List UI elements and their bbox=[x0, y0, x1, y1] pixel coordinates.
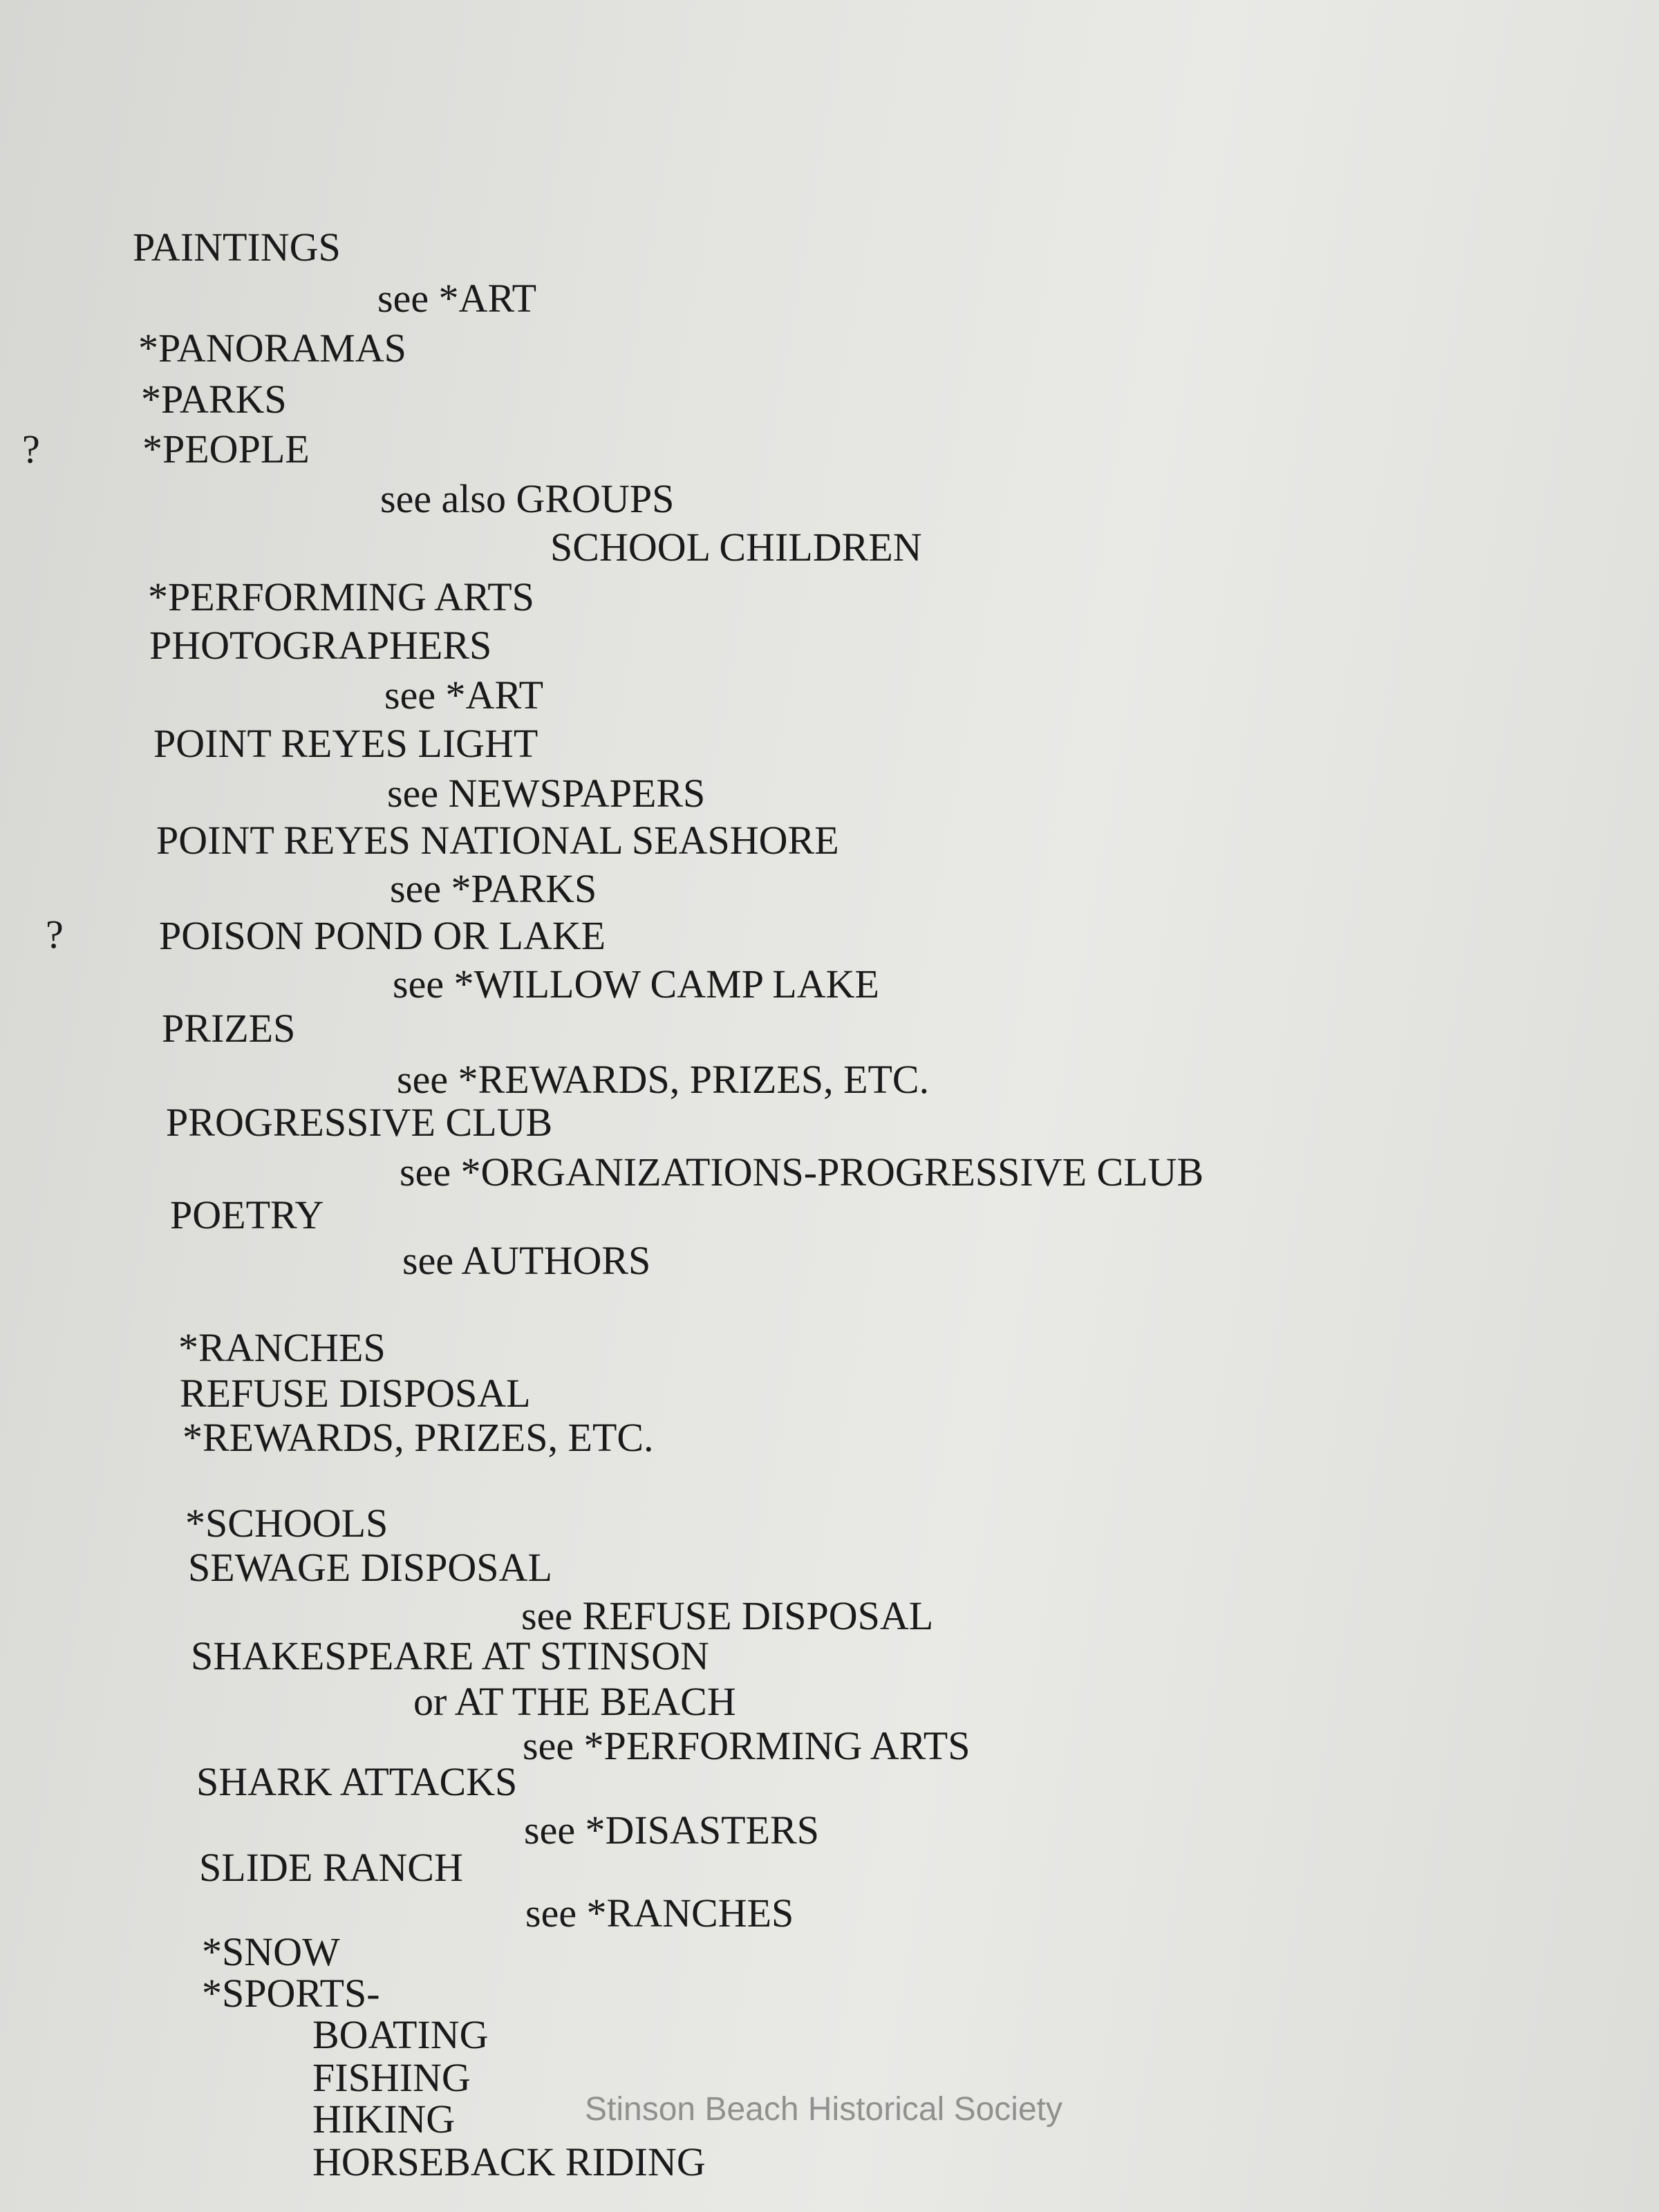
entry-heading: POISON POND OR LAKE bbox=[159, 913, 606, 958]
entry-heading: *PARKS bbox=[141, 377, 287, 422]
entry-reference: see *RANCHES bbox=[525, 1891, 794, 1936]
entry-heading: PAINTINGS bbox=[133, 225, 341, 270]
entry-heading: SEWAGE DISPOSAL bbox=[188, 1545, 552, 1590]
entry-heading: PRIZES bbox=[162, 1006, 296, 1051]
sub-entry: FISHING bbox=[312, 2055, 471, 2100]
entry-heading: *RANCHES bbox=[178, 1325, 386, 1370]
entry-reference: see *REWARDS, PRIZES, ETC. bbox=[397, 1057, 930, 1102]
entry-reference: see *DISASTERS bbox=[524, 1808, 819, 1853]
question-mark: ? bbox=[46, 912, 64, 957]
entry-reference: see *PERFORMING ARTS bbox=[523, 1723, 971, 1768]
sub-entry: HIKING bbox=[312, 2097, 456, 2141]
watermark-text: Stinson Beach Historical Society bbox=[585, 2091, 1062, 2128]
entry-heading: *SPORTS- bbox=[202, 1971, 380, 2016]
entry-heading: SHAKESPEARE AT STINSON bbox=[191, 1633, 709, 1678]
entry-heading: *PEOPLE bbox=[142, 427, 310, 471]
entry-heading: POETRY bbox=[170, 1192, 324, 1237]
entry-reference: see *ORGANIZATIONS-PROGRESSIVE CLUB bbox=[400, 1150, 1204, 1194]
question-mark: ? bbox=[22, 427, 40, 471]
entry-reference: see *PARKS bbox=[390, 866, 597, 911]
sub-entry: HORSEBACK RIDING bbox=[312, 2139, 706, 2184]
entry-heading: SLIDE RANCH bbox=[199, 1845, 463, 1890]
entry-reference: see NEWSPAPERS bbox=[387, 771, 706, 816]
entry-heading: *PANORAMAS bbox=[138, 326, 406, 371]
entry-reference: SCHOOL CHILDREN bbox=[550, 525, 922, 570]
entry-heading: POINT REYES NATIONAL SEASHORE bbox=[156, 818, 839, 863]
entry-heading: PHOTOGRAPHERS bbox=[149, 623, 492, 668]
entry-heading: PROGRESSIVE CLUB bbox=[166, 1100, 553, 1145]
entry-heading-continuation: or AT THE BEACH bbox=[413, 1679, 736, 1724]
entry-heading: *REWARDS, PRIZES, ETC. bbox=[182, 1415, 654, 1460]
entry-heading: REFUSE DISPOSAL bbox=[180, 1371, 531, 1416]
entry-heading: *SCHOOLS bbox=[185, 1501, 388, 1546]
entry-reference: see *ART bbox=[384, 673, 544, 718]
sub-entry: BOATING bbox=[312, 2012, 489, 2057]
entry-reference: see REFUSE DISPOSAL bbox=[521, 1593, 934, 1638]
entry-reference: see *WILLOW CAMP LAKE bbox=[393, 962, 879, 1006]
entry-reference: see also GROUPS bbox=[380, 476, 675, 521]
entry-reference: see *ART bbox=[377, 276, 537, 321]
entry-heading: *PERFORMING ARTS bbox=[148, 574, 534, 619]
entry-reference: see AUTHORS bbox=[402, 1238, 651, 1283]
entry-heading: *SNOW bbox=[202, 1929, 340, 1974]
entry-heading: POINT REYES LIGHT bbox=[153, 721, 538, 766]
entry-heading: SHARK ATTACKS bbox=[196, 1759, 518, 1804]
